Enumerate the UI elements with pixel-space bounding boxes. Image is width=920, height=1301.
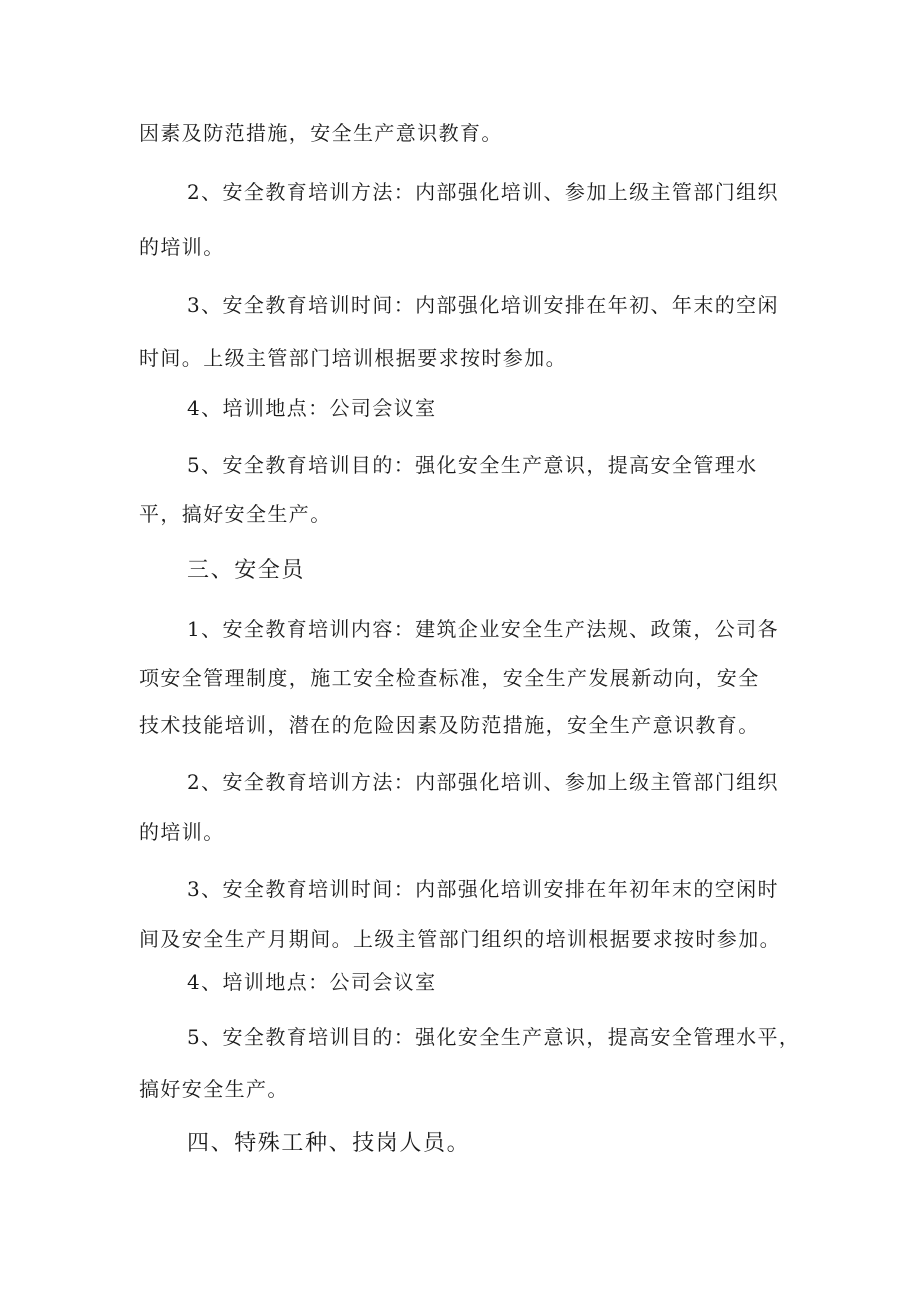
- paragraph-line: 1、安全教育培训内容：建筑企业安全生产法规、政策，公司各: [187, 617, 779, 641]
- paragraph-line: 技术技能培训，潜在的危险因素及防范措施，安全生产意识教育。: [139, 713, 760, 737]
- paragraph-line: 时间。上级主管部门培训根据要求按时参加。: [139, 346, 567, 370]
- paragraph-line: 3、安全教育培训时间：内部强化培训安排在年初、年末的空闲: [187, 293, 779, 317]
- paragraph-line: 项安全管理制度，施工安全检查标准，安全生产发展新动向，安全: [139, 666, 760, 690]
- paragraph-line: 搞好安全生产。: [139, 1077, 289, 1101]
- paragraph-line: 的培训。: [139, 235, 225, 259]
- section-heading: 三、安全员: [187, 558, 306, 583]
- paragraph-line: 4、培训地点：公司会议室: [187, 970, 437, 994]
- paragraph-line: 的培训。: [139, 820, 225, 844]
- paragraph-line: 2、安全教育培训方法：内部强化培训、参加上级主管部门组织: [187, 180, 779, 204]
- paragraph-line: 因素及防范措施，安全生产意识教育。: [139, 121, 503, 145]
- paragraph-line: 5、安全教育培训目的：强化安全生产意识，提高安全管理水: [187, 453, 758, 477]
- paragraph-line: 间及安全生产月期间。上级主管部门组织的培训根据要求按时参加。: [139, 927, 781, 951]
- paragraph-line: 5、安全教育培训目的：强化安全生产意识，提高安全管理水平，: [187, 1025, 801, 1049]
- section-heading: 四、特殊工种、技岗人员。: [187, 1131, 471, 1156]
- paragraph-line: 4、培训地点：公司会议室: [187, 396, 437, 420]
- paragraph-line: 2、安全教育培训方法：内部强化培训、参加上级主管部门组织: [187, 770, 779, 794]
- paragraph-line: 3、安全教育培训时间：内部强化培训安排在年初年末的空闲时: [187, 877, 779, 901]
- paragraph-line: 平，搞好安全生产。: [139, 502, 332, 526]
